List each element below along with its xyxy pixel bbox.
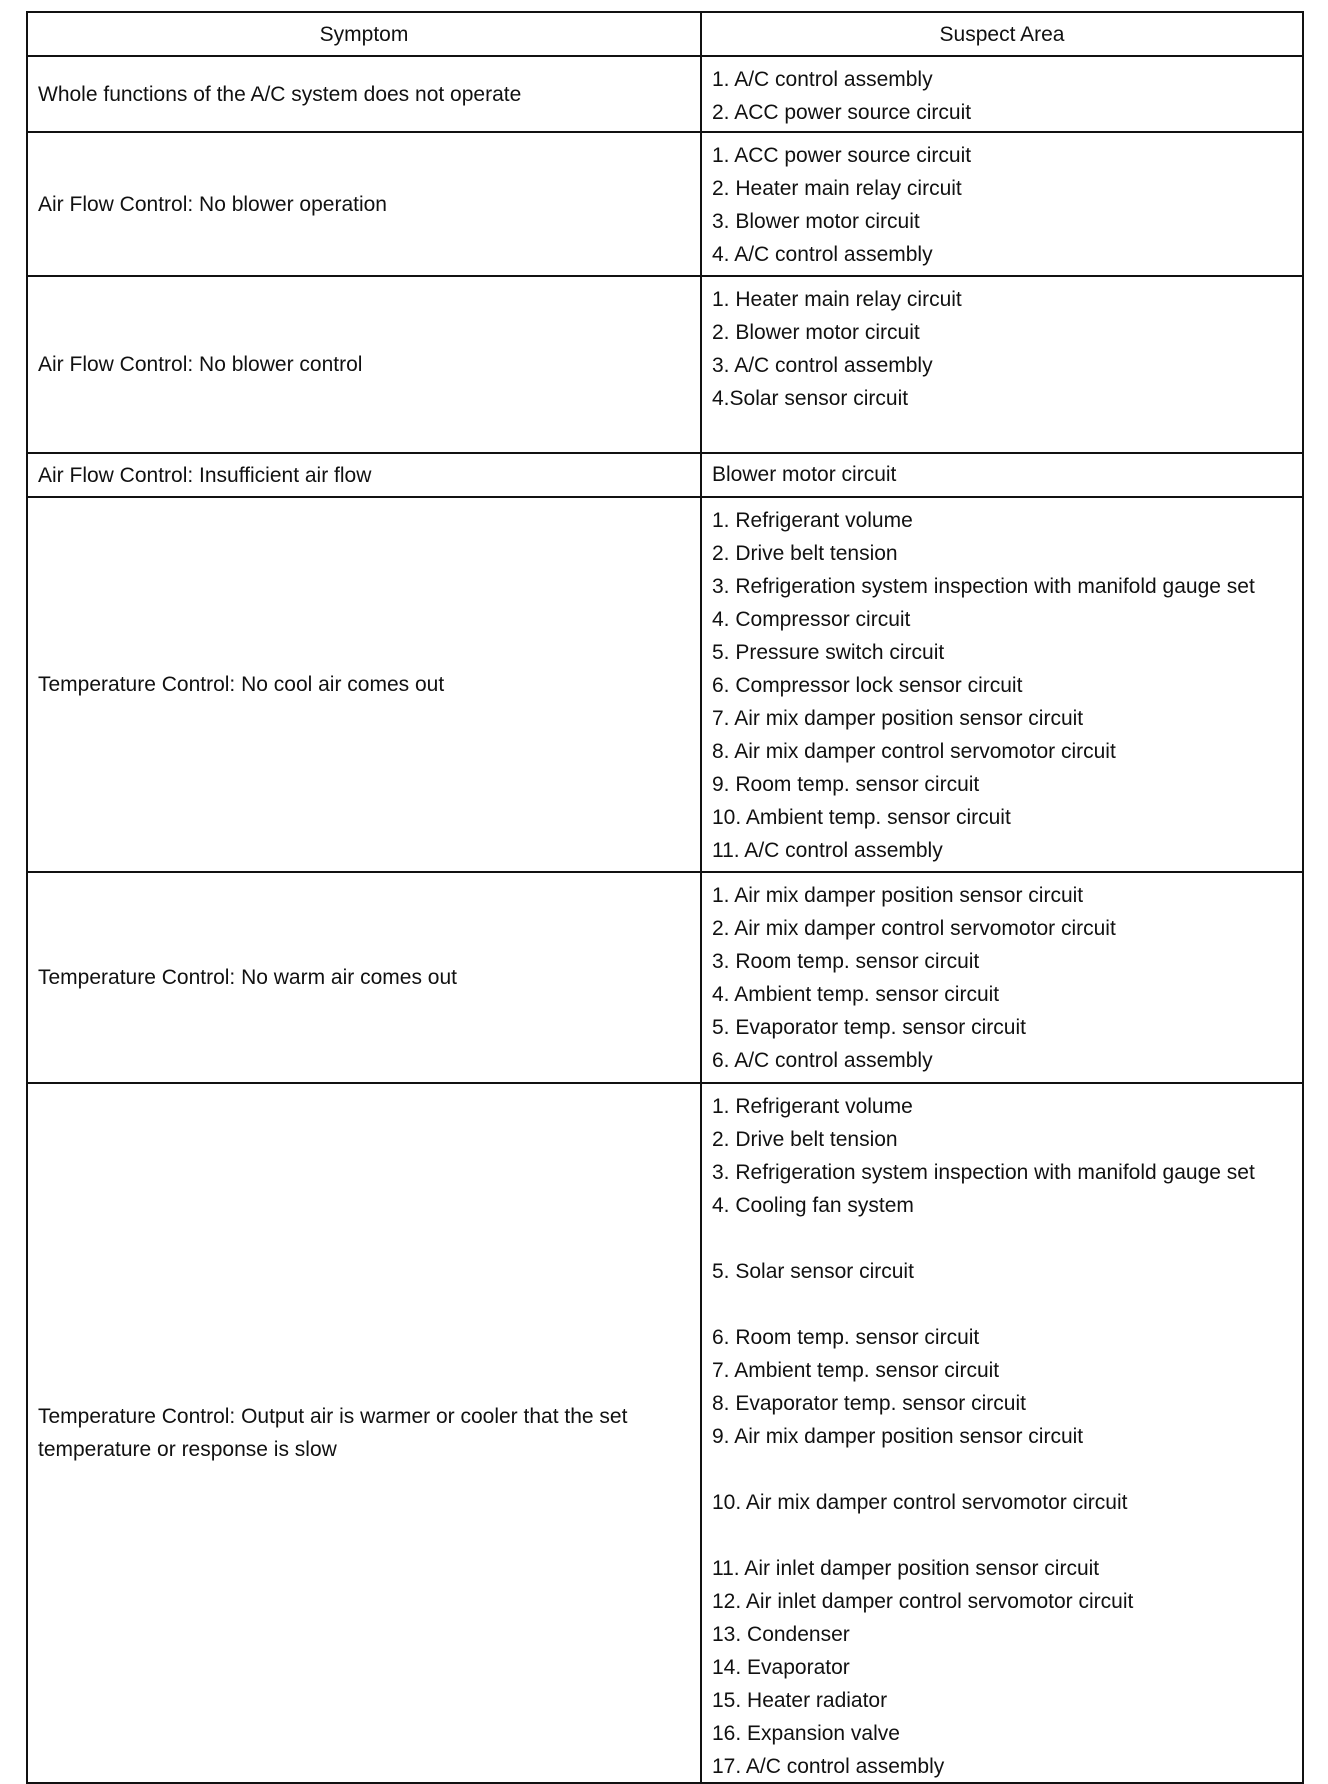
symptom-cell: Temperature Control: Output air is warmer or cooler that the set temperature or response is slow [28, 1084, 702, 1782]
table-row [28, 1082, 1302, 1782]
suspect-item: 5. Pressure switch circuit [712, 641, 945, 664]
suspect-item: 3. Room temp. sensor circuit [712, 950, 980, 973]
suspect-item: 16. Expansion valve [712, 1722, 900, 1745]
suspect-item: 2. Blower motor circuit [712, 321, 920, 344]
suspect-item: 1. Refrigerant volume [712, 1095, 913, 1118]
suspect-item: 8. Air mix damper control servomotor circuit [712, 740, 1116, 763]
suspect-item: 4. Cooling fan system [712, 1194, 914, 1217]
suspect-item: 3. Refrigeration system inspection with manifold gauge set [712, 1161, 1255, 1184]
suspect-item: 3. Blower motor circuit [712, 210, 920, 233]
suspect-item: 2. Drive belt tension [712, 542, 898, 565]
suspect-item: 12. Air inlet damper control servomotor circuit [712, 1590, 1134, 1613]
table-row [28, 871, 1302, 1082]
suspect-area-cell [702, 277, 1302, 452]
symptom-cell: Air Flow Control: Insufficient air flow [28, 454, 702, 496]
suspect-item: 1. Air mix damper position sensor circuit [712, 884, 1084, 907]
suspect-item: 7. Air mix damper position sensor circuit [712, 707, 1084, 730]
suspect-item: 11. Air inlet damper position sensor circuit [712, 1557, 1100, 1580]
suspect-item: 4. Ambient temp. sensor circuit [712, 983, 1000, 1006]
table-row [28, 452, 1302, 496]
suspect-item: 3. Refrigeration system inspection with manifold gauge set [712, 575, 1255, 598]
suspect-item: 8. Evaporator temp. sensor circuit [712, 1392, 1026, 1415]
symptom-cell: Temperature Control: No cool air comes out [28, 498, 702, 871]
symptom-cell: Whole functions of the A/C system does not operate [28, 57, 702, 131]
suspect-item: 7. Ambient temp. sensor circuit [712, 1359, 1000, 1382]
table-row [28, 131, 1302, 275]
suspect-item: 17. A/C control assembly [712, 1755, 945, 1778]
suspect-item: 14. Evaporator [712, 1656, 850, 1679]
suspect-item: 2. Heater main relay circuit [712, 177, 962, 200]
symptom-cell: Air Flow Control: No blower control [28, 277, 702, 452]
table-row [28, 275, 1302, 452]
table-row [28, 55, 1302, 131]
suspect-item: 13. Condenser [712, 1623, 850, 1646]
suspect-area-cell [702, 454, 1302, 496]
suspect-item: 1. Refrigerant volume [712, 509, 913, 532]
suspect-item: 2. ACC power source circuit [712, 101, 972, 124]
symptom-cell: Air Flow Control: No blower operation [28, 133, 702, 275]
table-row [28, 496, 1302, 871]
suspect-item: 2. Drive belt tension [712, 1128, 898, 1151]
spacer [712, 1222, 1302, 1255]
spacer [712, 1288, 1302, 1321]
suspect-item: 4.Solar sensor circuit [712, 387, 909, 410]
suspect-item: 5. Evaporator temp. sensor circuit [712, 1016, 1026, 1039]
troubleshooting-table [26, 11, 1304, 1784]
suspect-item: 1. Heater main relay circuit [712, 288, 962, 311]
suspect-area-cell [702, 498, 1302, 871]
suspect-item: 1. A/C control assembly [712, 68, 933, 91]
suspect-item: 10. Ambient temp. sensor circuit [712, 806, 1011, 829]
suspect-item: 1. ACC power source circuit [712, 144, 972, 167]
suspect-item: 4. A/C control assembly [712, 243, 933, 266]
spacer [712, 1453, 1302, 1486]
symptom-column-header: Symptom [28, 13, 702, 55]
suspect-area-cell [702, 57, 1302, 131]
suspect-area-cell [702, 873, 1302, 1082]
suspect-item: 2. Air mix damper control servomotor circuit [712, 917, 1116, 940]
symptom-cell: Temperature Control: No warm air comes out [28, 873, 702, 1082]
suspect-item: 11. A/C control assembly [712, 839, 943, 862]
table-header-row [28, 13, 1302, 55]
suspect-area-cell [702, 133, 1302, 275]
suspect-item: 9. Room temp. sensor circuit [712, 773, 980, 796]
suspect-item: 6. A/C control assembly [712, 1049, 933, 1072]
suspect-item: 10. Air mix damper control servomotor circuit [712, 1491, 1128, 1514]
suspect-area-column-header: Suspect Area [939, 22, 1065, 46]
suspect-item: 6. Compressor lock sensor circuit [712, 674, 1023, 697]
spacer [712, 1519, 1302, 1552]
suspect-item: 9. Air mix damper position sensor circuit [712, 1425, 1084, 1448]
suspect-item: 3. A/C control assembly [712, 354, 933, 377]
suspect-item: 4. Compressor circuit [712, 608, 911, 631]
suspect-area-cell [702, 1084, 1302, 1782]
suspect-item: 6. Room temp. sensor circuit [712, 1326, 980, 1349]
suspect-item: 15. Heater radiator [712, 1689, 888, 1712]
suspect-item: 5. Solar sensor circuit [712, 1260, 914, 1283]
suspect-item: Blower motor circuit [712, 463, 897, 486]
